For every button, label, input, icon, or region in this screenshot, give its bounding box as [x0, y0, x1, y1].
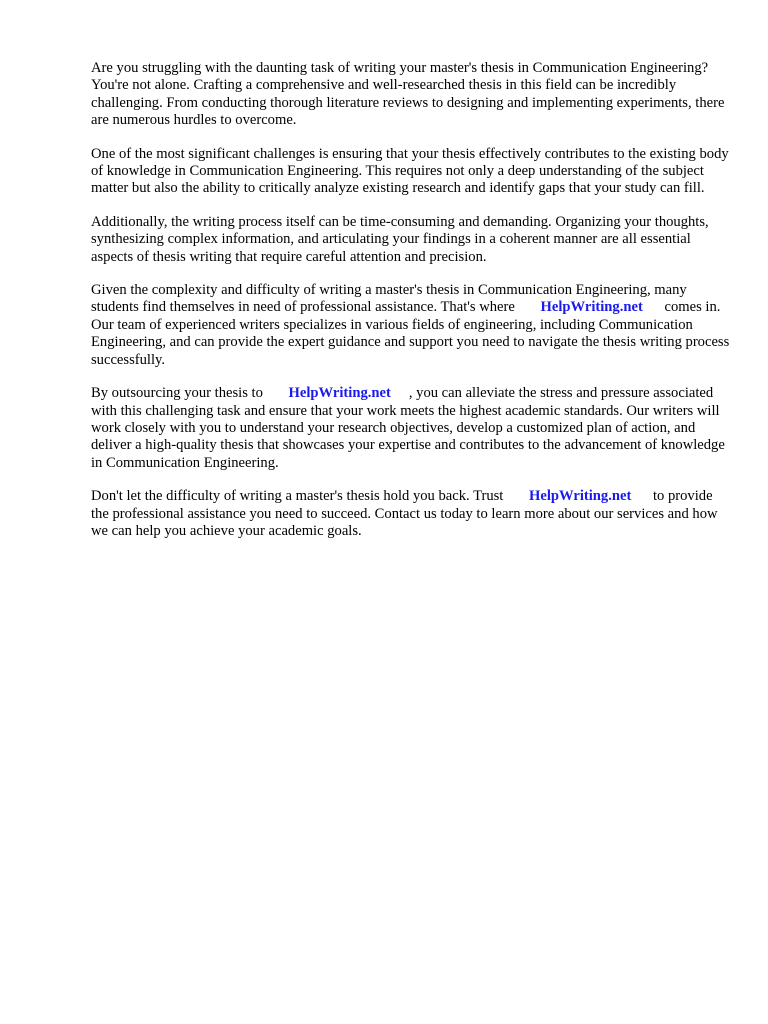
- paragraph-text: By outsourcing your thesis to: [91, 385, 263, 402]
- paragraph-text: to provide the professional assistance you need to succeed. Contact us today to learn more about our services and how we can help you achieve your academic goals.: [91, 488, 718, 539]
- paragraph-text: Don't let the difficulty of writing a master's thesis hold you back. Trust: [91, 488, 504, 505]
- paragraph-text: Given the complexity and difficulty of writing a master's thesis in Communication Engineering, many students find themselves in need of professional assistance. That's where: [91, 282, 687, 316]
- paragraph-text: comes in. Our team of experienced writers specializes in various fields of engineering, including Communication Engineering, and can provide the expert guidance and support you need to navigate the thesis writing process successfully.: [91, 299, 730, 368]
- paragraph-outsourcing: [91, 385, 731, 472]
- paragraph-call-to-action: [91, 488, 731, 540]
- helpwriting-link[interactable]: HelpWriting.net: [540, 299, 643, 316]
- paragraph-challenges: One of the most significant challenges is ensuring that your thesis effectively contributes to the existing body of knowledge in Communication Engineering. This requires not only a deep understanding of the subject matter but also the ability to critically analyze existing research and identify gaps that your study can fill.: [91, 145, 729, 197]
- paragraph-intro: Are you struggling with the daunting task of writing your master's thesis in Communication Engineering? You're not alone. Crafting a comprehensive and well-researched thesis in this field can be incredibly challenging. From conducting thorough literature reviews to designing and implementing experiments, there are numerous hurdles to overcome.: [91, 60, 725, 129]
- paragraph-text: , you can alleviate the stress and pressure associated with this challenging task and ensure that your work meets the highest academic standards. Our writers will work closely with you to understand your research objectives, develop a customized plan of action, and deliver a high-quality thesis that showcases your expertise and contributes to the advancement of knowledge in Communication Engineering.: [91, 385, 725, 471]
- paragraph-professional-assistance: [91, 282, 731, 369]
- helpwriting-link[interactable]: HelpWriting.net: [288, 385, 391, 402]
- paragraph-writing-process: Additionally, the writing process itself can be time-consuming and demanding. Organizing your thoughts, synthesizing complex information, and articulating your findings in a coherent manner are all essential aspects of thesis writing that require careful attention and precision.: [91, 213, 709, 265]
- helpwriting-link[interactable]: HelpWriting.net: [529, 488, 632, 505]
- document-body: [91, 60, 731, 556]
